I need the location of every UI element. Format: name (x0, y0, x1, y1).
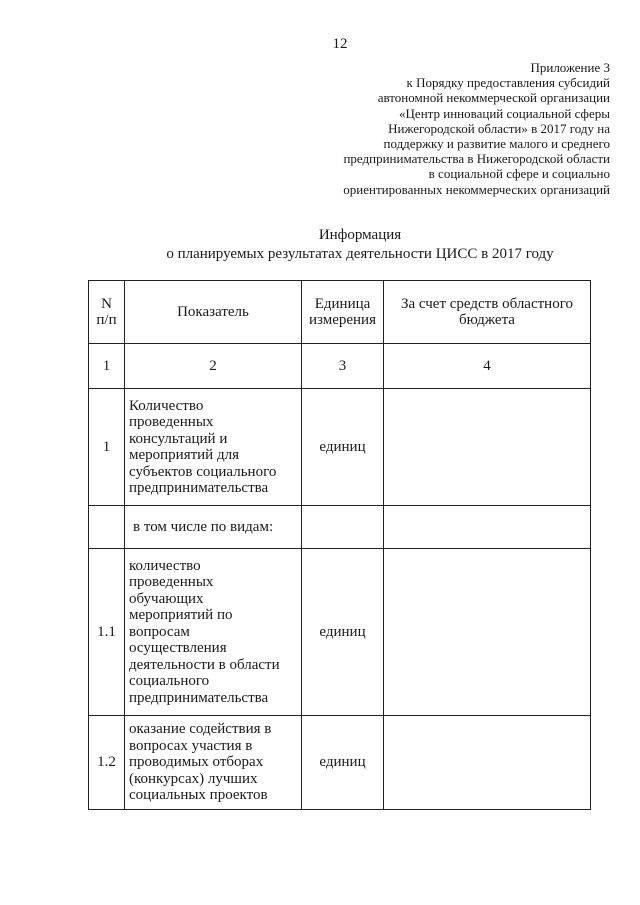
indicator-line: субъектов социального (129, 463, 277, 480)
column-index: 4 (384, 344, 591, 389)
header-num-line: п/п (96, 312, 117, 328)
column-index: 2 (125, 344, 302, 389)
indicator-line: предпринимательства (129, 480, 269, 496)
table-row (89, 506, 591, 549)
row-unit: единиц (302, 389, 384, 506)
indicator-line: проведенных (129, 574, 214, 591)
indicator-line: проведенных (129, 414, 214, 430)
document-title: Информация (318, 227, 402, 243)
page-number: 12 (332, 36, 348, 52)
table-row (89, 549, 591, 716)
table-row (89, 716, 591, 810)
appendix-header (280, 60, 610, 197)
column-index: 3 (302, 344, 384, 389)
header-num-line: N (101, 295, 112, 312)
row-funding (384, 549, 591, 716)
indicator-line: оказание содействия в (129, 721, 272, 738)
document-subtitle: о планируемых результатах деятельности ЦИСС в 2017 году (166, 246, 554, 262)
table-row (89, 389, 591, 506)
header-unit (302, 281, 384, 344)
row-funding (384, 389, 591, 506)
header-funding-line: За счет средств областного (400, 295, 573, 312)
header-num (89, 281, 125, 344)
appendix-line: в социальной сфере и социально (428, 166, 610, 182)
indicator-line: обучающих (129, 590, 204, 607)
indicator-line: мероприятий для (129, 447, 239, 463)
header-funding (384, 281, 591, 344)
header-funding-line: бюджета (459, 312, 515, 328)
appendix-line: к Порядку предоставления субсидий (406, 75, 610, 91)
results-table (88, 280, 591, 810)
column-index-row (89, 344, 591, 389)
appendix-line: ориентированных некоммерческих организаций (343, 181, 610, 197)
appendix-line: «Центр инноваций социальной сферы (399, 105, 610, 121)
indicator-line: количество (129, 557, 201, 574)
indicator-line: социальных проектов (129, 787, 268, 804)
row-number (89, 506, 125, 549)
row-indicator (125, 506, 302, 549)
indicator-line: деятельности в области (129, 656, 280, 673)
indicator-line: вопросам (129, 623, 190, 640)
indicator-line: вопросах участия в (129, 737, 253, 754)
indicator-line: социального (129, 673, 210, 690)
row-number: 1.2 (89, 716, 125, 810)
header-unit-line: измерения (308, 312, 376, 328)
indicator-line: в том числе по видам: (133, 518, 274, 535)
table-header-row (89, 281, 591, 344)
indicator-line: Количество (129, 397, 204, 414)
row-funding (384, 506, 591, 549)
row-indicator (125, 389, 302, 506)
indicator-line: мероприятий по (129, 607, 233, 624)
header-unit-line: Единица (314, 295, 371, 312)
row-number: 1.1 (89, 549, 125, 716)
row-unit: единиц (302, 549, 384, 716)
row-unit: единиц (302, 716, 384, 810)
indicator-line: консультаций и (129, 430, 228, 447)
indicator-line: предпринимательства (129, 689, 269, 706)
appendix-line: Нижегородской области» в 2017 году на (388, 120, 610, 136)
row-indicator (125, 716, 302, 810)
indicator-line: (конкурсах) лучших (129, 770, 258, 787)
column-index: 1 (89, 344, 125, 389)
appendix-line: предпринимательства в Нижегородской области (343, 151, 610, 167)
row-funding (384, 716, 591, 810)
indicator-line: проводимых отборах (129, 754, 264, 771)
row-indicator (125, 549, 302, 716)
appendix-line: автономной некоммерческой организации (377, 90, 610, 106)
indicator-line: осуществления (129, 640, 227, 657)
row-number: 1 (89, 389, 125, 506)
appendix-line: Приложение 3 (530, 60, 610, 75)
header-indicator: Показатель (125, 281, 302, 344)
row-unit (302, 506, 384, 549)
appendix-line: поддержку и развитие малого и среднего (383, 136, 610, 152)
